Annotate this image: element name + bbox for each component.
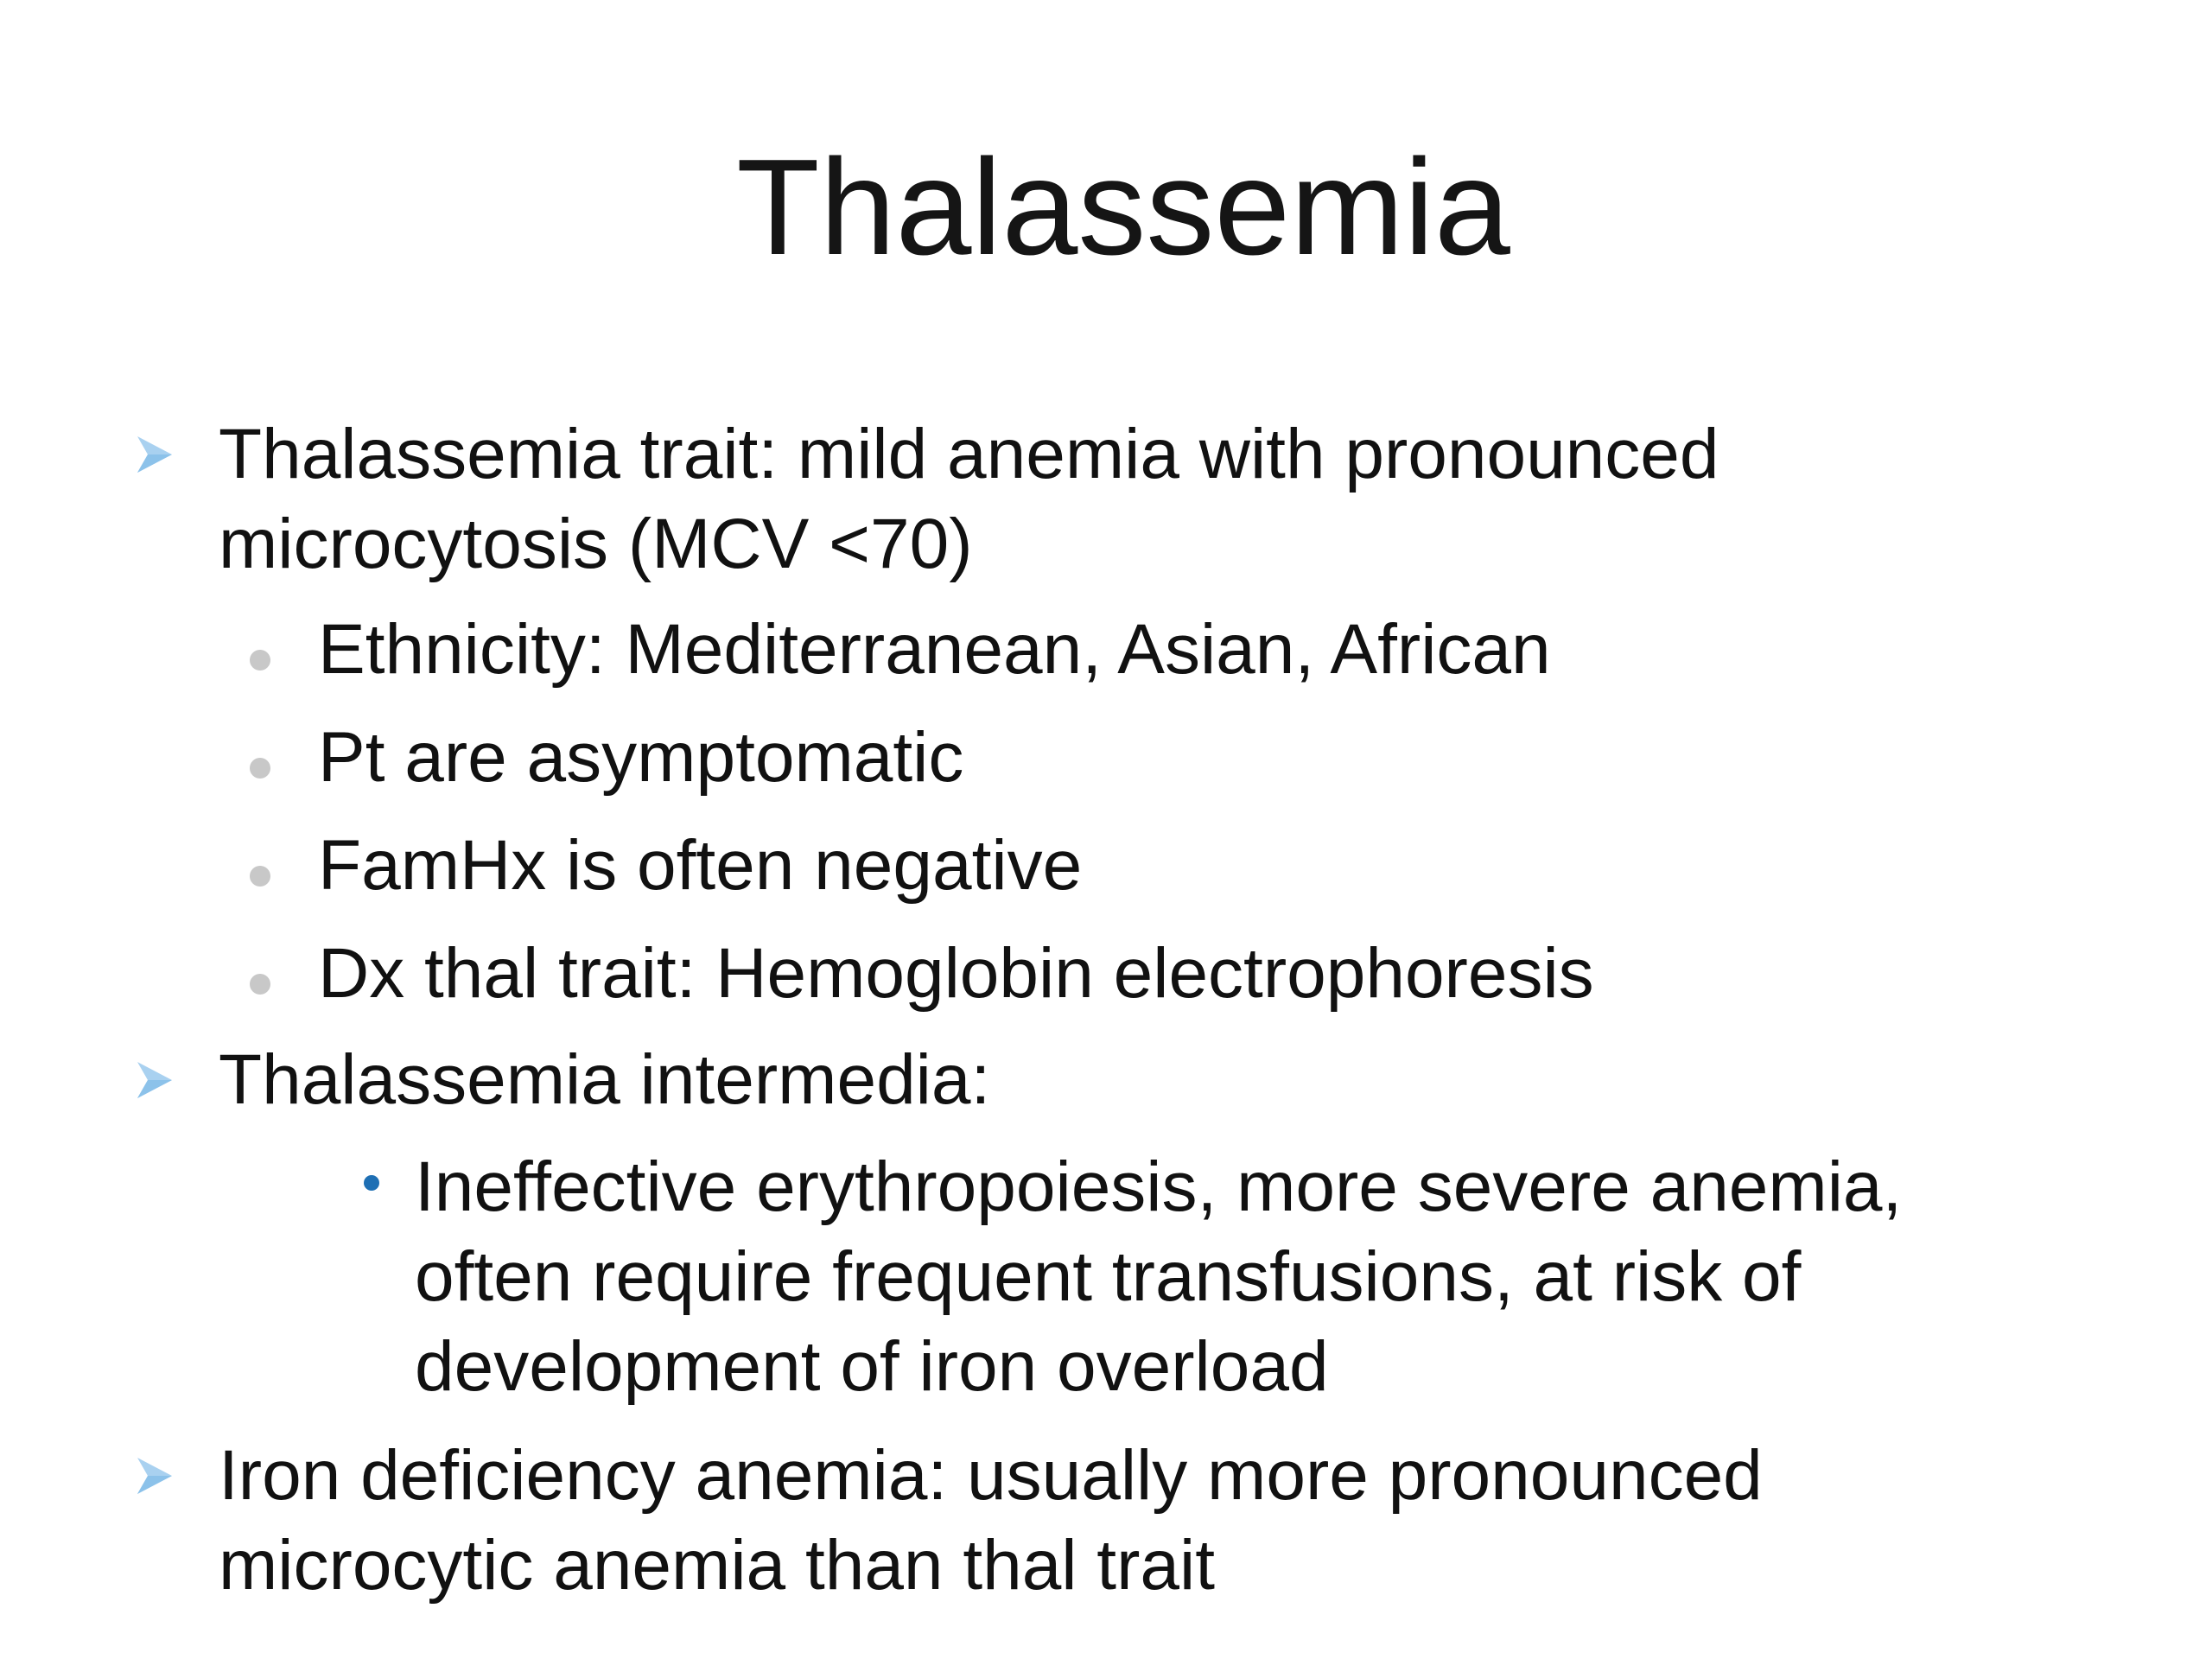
blue-dot-bullet-icon [364, 1175, 379, 1191]
bullet-3-line-1: Iron deficiency anemia: usually more pronounced [219, 1436, 1763, 1515]
slide-title: Thalassemia [736, 131, 1510, 283]
gray-dot-bullet-icon [250, 974, 270, 995]
intermedia-detail-line-3: development of iron overload [415, 1327, 1329, 1406]
intermedia-detail-line-2: often require frequent transfusions, at risk of [415, 1237, 1802, 1316]
gray-dot-bullet-icon [250, 866, 270, 887]
gray-dot-bullet-icon [250, 758, 270, 779]
sub-bullet-famhx: FamHx is often negative [318, 826, 1083, 905]
sub-bullet-asymptomatic: Pt are asymptomatic [318, 718, 964, 797]
intermedia-detail-line-1: Ineffective erythropoiesis, more severe anemia, [415, 1147, 1903, 1226]
bullet-1-line-1: Thalassemia trait: mild anemia with pronounced [219, 415, 1719, 493]
sub-bullet-ethnicity: Ethnicity: Mediterranean, Asian, African [318, 610, 1551, 689]
sub-bullet-diagnosis: Dx thal trait: Hemoglobin electrophoresis [318, 934, 1594, 1013]
bullet-3-line-2: microcytic anemia than thal trait [219, 1526, 1216, 1605]
arrowhead-bullet-icon [136, 1455, 174, 1497]
arrowhead-bullet-icon [136, 1059, 174, 1101]
arrowhead-bullet-icon [136, 434, 174, 475]
gray-dot-bullet-icon [250, 650, 270, 671]
bullet-2-line-1: Thalassemia intermedia: [219, 1040, 991, 1119]
bullet-1-line-2: microcytosis (MCV <70) [219, 505, 973, 583]
